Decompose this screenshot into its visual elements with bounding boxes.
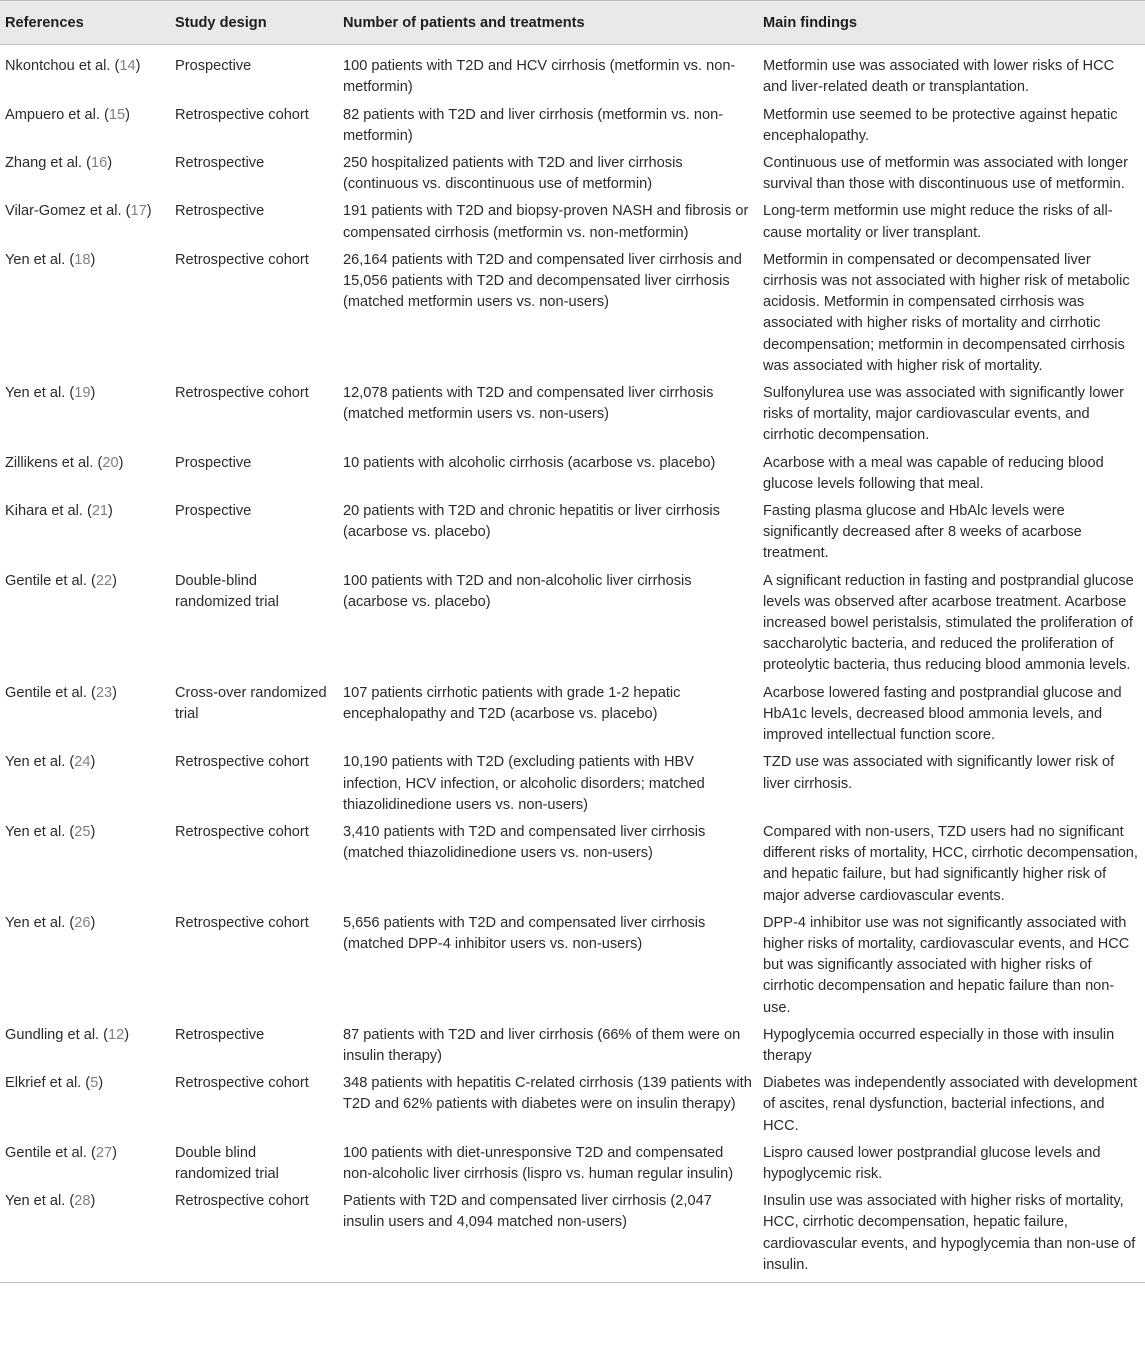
reference-cell — [0, 819, 170, 910]
header-references: References — [0, 1, 170, 45]
table-row — [0, 680, 1145, 750]
reference-author: Gentile et al. — [5, 572, 87, 589]
study-design-cell: Retrospective cohort — [175, 385, 309, 402]
patients-treatments-cell: 82 patients with T2D and liver cirrhosis (metformin vs. non-metformin) — [343, 106, 724, 144]
header-patients-treatments: Number of patients and treatments — [338, 1, 758, 45]
study-design-cell: Retrospective cohort — [175, 823, 309, 840]
header-row — [0, 1, 1145, 45]
main-findings-cell: Fasting plasma glucose and HbAlc levels were significantly decreased after 8 weeks of acarbose treatment. — [763, 503, 1082, 562]
header-main-findings: Main findings — [758, 1, 1145, 45]
table-row — [0, 247, 1145, 380]
table-row — [0, 102, 1145, 150]
reference-cell — [0, 198, 170, 246]
main-findings-cell: Metformin use seemed to be protective against hepatic encephalopathy. — [763, 106, 1118, 144]
table-row — [0, 380, 1145, 450]
reference-number-link[interactable]: 18 — [74, 251, 91, 268]
reference-open-paren: ( — [86, 1144, 96, 1161]
reference-close-paren: ) — [90, 385, 96, 402]
patients-treatments-cell: 12,078 patients with T2D and compensated liver cirrhosis (matched metformin users vs. non-users) — [343, 385, 714, 423]
reference-close-paren: ) — [90, 251, 96, 268]
patients-treatments-cell: 20 patients with T2D and chronic hepatitis or liver cirrhosis (acarbose vs. placebo) — [343, 503, 720, 541]
reference-open-paren: ( — [65, 251, 75, 268]
reference-open-paren: ( — [86, 572, 96, 589]
reference-cell — [0, 45, 170, 102]
table-row — [0, 819, 1145, 910]
reference-close-paren: ) — [112, 1144, 117, 1161]
reference-open-paren: ( — [86, 684, 96, 701]
table-row — [0, 1070, 1145, 1140]
reference-open-paren: ( — [65, 823, 75, 840]
reference-close-paren: ) — [146, 203, 152, 220]
reference-cell — [0, 1070, 170, 1140]
reference-close-paren: ) — [90, 1193, 96, 1210]
study-design-cell: Double blind randomized trial — [175, 1144, 279, 1182]
reference-author: Gentile et al. — [5, 684, 87, 701]
header-study-design: Study design — [170, 1, 338, 45]
patients-treatments-cell: 100 patients with T2D and HCV cirrhosis (metformin vs. non-metformin) — [343, 58, 736, 96]
patients-treatments-cell: 348 patients with hepatitis C-related cirrhosis (139 patients with T2D and 62% patients with diabetes were on insulin therapy) — [343, 1075, 752, 1113]
reference-open-paren: ( — [82, 503, 92, 520]
main-findings-cell: Acarbose with a meal was capable of reducing blood glucose levels following that meal. — [763, 454, 1104, 492]
reference-cell — [0, 1022, 170, 1070]
reference-close-paren: ) — [135, 58, 141, 75]
reference-close-paren: ) — [107, 155, 113, 172]
reference-close-paren: ) — [90, 914, 96, 931]
table-row — [0, 150, 1145, 198]
patients-treatments-cell: Patients with T2D and compensated liver cirrhosis (2,047 insulin users and 4,094 matched non-users) — [338, 1188, 758, 1282]
study-design-cell: Retrospective cohort — [175, 1075, 309, 1092]
reference-close-paren: ) — [118, 454, 124, 471]
reference-number-link[interactable]: 20 — [102, 454, 119, 471]
study-design-cell: Retrospective cohort — [175, 106, 309, 123]
study-design-cell: Retrospective cohort — [170, 1188, 338, 1282]
reference-open-paren: ( — [121, 203, 131, 220]
reference-open-paren: ( — [65, 754, 75, 771]
study-design-cell: Prospective — [175, 503, 252, 520]
reference-close-paren: ) — [112, 684, 117, 701]
table-row — [0, 1188, 1145, 1282]
reference-cell — [0, 680, 170, 750]
study-design-cell: Double-blind randomized trial — [175, 572, 279, 610]
patients-treatments-cell: 100 patients with T2D and non-alcoholic liver cirrhosis (acarbose vs. placebo) — [343, 572, 692, 610]
reference-open-paren: ( — [110, 58, 120, 75]
reference-cell — [0, 150, 170, 198]
reference-open-paren: ( — [82, 155, 91, 172]
study-design-cell: Retrospective — [175, 155, 265, 172]
reference-author: Gentile et al. — [5, 1144, 87, 1161]
study-design-cell: Retrospective — [175, 1026, 265, 1043]
reference-cell — [0, 749, 170, 819]
reference-author: Zhang et al. — [5, 155, 83, 172]
main-findings-cell: DPP-4 inhibitor use was not significantly associated with higher risks of mortality, cardiovascular events, and HCC but was significantly associated with higher risks of cirrhotic decompensation and hepatic failure than non-use. — [763, 914, 1130, 1016]
reference-close-paren: ) — [124, 1026, 130, 1043]
patients-treatments-cell: 191 patients with T2D and biopsy-proven NASH and fibrosis or compensated cirrhosis (metformin vs. non-metformin) — [343, 203, 749, 241]
main-findings-cell: Diabetes was independently associated with development of ascites, renal dysfunction, bacterial infections, and HCC. — [763, 1075, 1137, 1134]
reference-cell — [0, 1140, 170, 1188]
patients-treatments-cell: 87 patients with T2D and liver cirrhosis (66% of them were on insulin therapy) — [343, 1026, 741, 1064]
reference-author: Gundling et al. — [5, 1026, 100, 1043]
table-row — [0, 1022, 1145, 1070]
reference-close-paren: ) — [90, 823, 96, 840]
reference-author: Yen et al. — [5, 823, 66, 840]
table-row — [0, 45, 1145, 102]
patients-treatments-cell: 5,656 patients with T2D and compensated liver cirrhosis (matched DPP-4 inhibitor users vs. non-users) — [343, 914, 706, 952]
table-row — [0, 910, 1145, 1022]
patients-treatments-cell: 3,410 patients with T2D and compensated liver cirrhosis (matched thiazolidinedione users vs. non-users) — [343, 823, 706, 862]
reference-number-link[interactable]: 16 — [91, 155, 108, 172]
table-row — [0, 198, 1145, 246]
main-findings-cell: Long-term metformin use might reduce the risks of all-cause mortality or liver transplant. — [763, 203, 1113, 241]
patients-treatments-cell: 100 patients with diet-unresponsive T2D and compensated non-alcoholic liver cirrhosis (lispro vs. human regular insulin) — [343, 1144, 734, 1182]
reference-close-paren: ) — [98, 1075, 104, 1092]
reference-author: Yen et al. — [5, 914, 66, 931]
main-findings-cell: Metformin in compensated or decompensated liver cirrhosis was not associated with higher risk of metabolic acidosis. Metformin in compensated cirrhosis was associated with higher risks of mortality and cirrhotic decompensation; metformin in decompensated cirrhosis was associated with higher risk of mortality. — [763, 251, 1130, 374]
reference-number-link[interactable]: 14 — [119, 58, 136, 75]
reference-cell — [0, 568, 170, 680]
main-findings-cell: Compared with non-users, TZD users had no significant different risks of mortality, HCC, cirrhotic decompensation, and hepatic failure, but had significantly higher risk of major adverse cardiovascular events. — [763, 823, 1138, 904]
patients-treatments-cell: 107 patients cirrhotic patients with grade 1-2 hepatic encephalopathy and T2D (acarbose vs. placebo) — [343, 684, 681, 722]
reference-close-paren: ) — [112, 572, 117, 589]
reference-author: Ampuero et al. — [5, 106, 100, 123]
table-row — [0, 450, 1145, 498]
reference-author: Yen et al. — [5, 754, 66, 771]
main-findings-cell: A significant reduction in fasting and postprandial glucose levels was observed after acarbose treatment. Acarbose increased bowel peristalsis, stimulated the proliferation of saccharolytic bacteria, and reduced the proliferation of proteolytic bacteria, thus reducing blood ammonia levels. — [763, 572, 1134, 674]
reference-author: Zillikens et al. — [5, 454, 94, 471]
reference-close-paren: ) — [108, 503, 113, 520]
reference-author: Vilar-Gomez et al. — [5, 203, 122, 220]
main-findings-cell: TZD use was associated with significantly lower risk of liver cirrhosis. — [763, 754, 1115, 792]
reference-open-paren: ( — [65, 1193, 75, 1210]
patients-treatments-cell: 26,164 patients with T2D and compensated liver cirrhosis and 15,056 patients with T2D and decompensated liver cirrhosis (matched metformin users vs. non-users) — [343, 251, 742, 311]
reference-open-paren: ( — [65, 385, 75, 402]
reference-number-link[interactable]: 27 — [95, 1144, 113, 1161]
main-findings-cell: Hypoglycemia occurred especially in those with insulin therapy — [763, 1026, 1115, 1064]
table-row — [0, 749, 1145, 819]
reference-number-link[interactable]: 17 — [130, 203, 147, 220]
patients-treatments-cell: 10,190 patients with T2D (excluding patients with HBV infection, HCV infection, or alcoholic disorders; matched thiazolidinedione users vs. non-users) — [343, 754, 705, 813]
study-design-cell: Prospective — [175, 58, 252, 75]
main-findings-cell: Continuous use of metformin was associated with longer survival than those with discontinuous use of metformin. — [763, 155, 1129, 193]
study-design-cell: Retrospective cohort — [175, 914, 309, 931]
study-design-cell: Retrospective — [175, 203, 265, 220]
reference-author: Kihara et al. — [5, 503, 83, 520]
reference-number-link[interactable]: 15 — [108, 106, 126, 123]
main-findings-cell: Metformin use was associated with lower risks of HCC and liver-related death or transplantation. — [763, 58, 1115, 96]
main-findings-cell: Sulfonylurea use was associated with significantly lower risks of mortality, major cardiovascular events, and cirrhotic decompensation. — [763, 385, 1124, 444]
main-findings-cell: Insulin use was associated with higher risks of mortality, HCC, cirrhotic decompensation, hepatic failure, cardiovascular events, and hypoglycemia than non-use of insulin. — [758, 1188, 1145, 1282]
reference-number-link[interactable]: 19 — [74, 385, 91, 402]
reference-number-link[interactable]: 26 — [74, 914, 91, 931]
reference-number-link[interactable]: 22 — [95, 572, 113, 589]
reference-cell — [0, 1188, 170, 1282]
reference-cell — [0, 380, 170, 450]
reference-number-link[interactable]: 24 — [74, 754, 91, 771]
patients-treatments-cell: 10 patients with alcoholic cirrhosis (acarbose vs. placebo) — [343, 454, 716, 471]
reference-author: Elkrief et al. — [5, 1075, 82, 1092]
reference-cell — [0, 910, 170, 1022]
reference-open-paren: ( — [81, 1075, 91, 1092]
reference-open-paren: ( — [93, 454, 103, 471]
reference-cell — [0, 450, 170, 498]
reference-number-link[interactable]: 23 — [95, 684, 113, 701]
reference-cell — [0, 498, 170, 568]
table-row — [0, 498, 1145, 568]
reference-close-paren: ) — [90, 754, 96, 771]
study-design-cell: Prospective — [175, 454, 252, 471]
reference-cell — [0, 102, 170, 150]
study-design-cell: Retrospective cohort — [175, 754, 309, 771]
table-row — [0, 1140, 1145, 1188]
reference-number-link[interactable]: 25 — [74, 823, 91, 840]
reference-close-paren: ) — [125, 106, 130, 123]
main-findings-cell: Lispro caused lower postprandial glucose levels and hypoglycemic risk. — [763, 1144, 1101, 1182]
study-design-cell: Cross-over randomized trial — [175, 684, 327, 722]
reference-number-link[interactable]: 21 — [91, 503, 109, 520]
reference-number-link[interactable]: 5 — [90, 1075, 99, 1092]
main-findings-cell: Acarbose lowered fasting and postprandial glucose and HbA1c levels, decreased blood ammonia levels, and improved intellectual function score. — [763, 684, 1122, 744]
reference-number-link[interactable]: 28 — [74, 1193, 91, 1210]
table-row — [0, 568, 1145, 680]
reference-open-paren: ( — [65, 914, 75, 931]
reference-cell — [0, 247, 170, 380]
reference-author: Yen et al. — [5, 385, 66, 402]
reference-author: Yen et al. — [5, 1193, 66, 1210]
reference-number-link[interactable]: 12 — [108, 1026, 125, 1043]
reference-open-paren: ( — [99, 1026, 109, 1043]
reference-author: Yen et al. — [5, 251, 66, 268]
reference-open-paren: ( — [99, 106, 109, 123]
study-design-cell: Retrospective cohort — [175, 251, 309, 268]
patients-treatments-cell: 250 hospitalized patients with T2D and liver cirrhosis (continuous vs. discontinuous use of metformin) — [343, 155, 683, 193]
reference-author: Nkontchou et al. — [5, 58, 111, 75]
